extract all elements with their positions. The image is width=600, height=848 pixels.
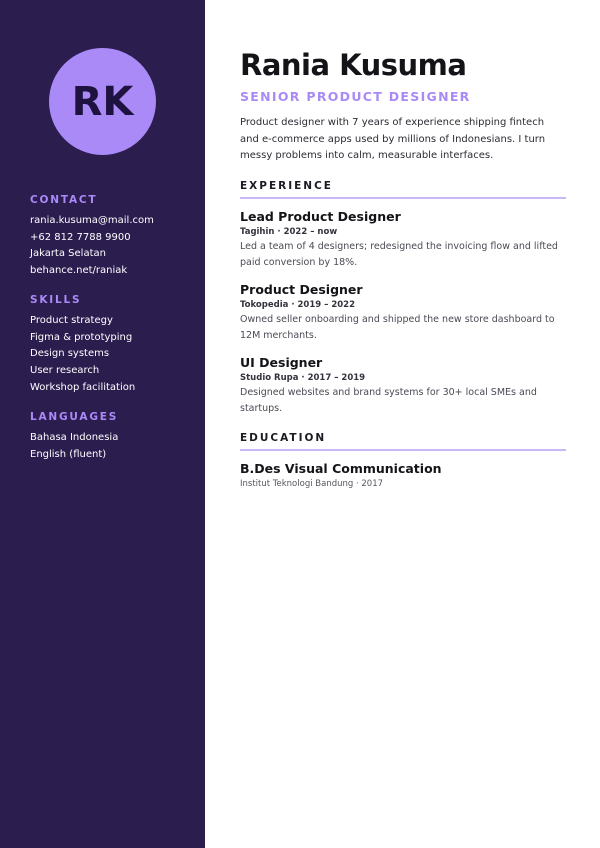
contact-list [30, 213, 195, 280]
job-meta: Studio Rupa · 2017 – 2019 [240, 373, 366, 383]
languages-section [30, 411, 195, 463]
languages-heading: LANGUAGES [30, 411, 119, 423]
full-name: Rania Kusuma [240, 48, 467, 82]
job-meta: Tokopedia · 2019 – 2022 [240, 300, 355, 310]
school-meta: Institut Teknologi Bandung · 2017 [240, 479, 384, 489]
contact-email[interactable]: rania.kusuma@mail.com [30, 215, 154, 226]
job-description: Designed websites and brand systems for 30+ local SMEs and startups. [240, 387, 537, 414]
skills-list [30, 313, 195, 397]
skills-heading: SKILLS [30, 294, 82, 306]
skill-item: Figma & prototyping [30, 331, 133, 343]
language-item: English (fluent) [30, 448, 107, 460]
education-entry [240, 461, 566, 489]
contact-phone: +62 812 7788 9900 [30, 231, 131, 243]
experience-heading: EXPERIENCE [240, 180, 566, 199]
experience-entry [240, 355, 566, 416]
skill-item: Design systems [30, 348, 110, 360]
languages-list [30, 430, 195, 463]
job-description: Owned seller onboarding and shipped the new store dashboard to 12M merchants. [240, 314, 555, 341]
avatar [49, 48, 156, 155]
job-role: SENIOR PRODUCT DESIGNER [240, 89, 471, 104]
experience-entry [240, 282, 566, 343]
job-meta: Tagihin · 2022 – now [240, 227, 338, 237]
skill-item: Product strategy [30, 315, 113, 326]
avatar-initials: RK [71, 78, 134, 125]
skill-item: Workshop facilitation [30, 381, 136, 393]
contact-portfolio-link[interactable]: behance.net/raniak [30, 265, 128, 277]
experience-entry [240, 209, 566, 270]
skill-item: User research [30, 365, 100, 377]
degree-title: B.Des Visual Communication [240, 461, 442, 476]
contact-heading: CONTACT [30, 194, 98, 206]
profile-summary: Product designer with 7 years of experience shipping fintech and e-commerce apps used by millions of Indonesians. I turn messy problems into calm, measurable interfaces. [240, 117, 546, 161]
contact-section [30, 194, 195, 280]
language-item: Bahasa Indonesia [30, 432, 119, 443]
sidebar [0, 0, 205, 848]
job-description: Led a team of 4 designers; redesigned the invoicing flow and lifted paid conversion by 18%. [240, 241, 558, 268]
job-title: Lead Product Designer [240, 209, 401, 224]
contact-location: Jakarta Selatan [30, 248, 106, 260]
education-heading: EDUCATION [240, 432, 566, 451]
job-title: Product Designer [240, 282, 363, 297]
job-title: UI Designer [240, 355, 323, 370]
skills-section [30, 294, 195, 397]
